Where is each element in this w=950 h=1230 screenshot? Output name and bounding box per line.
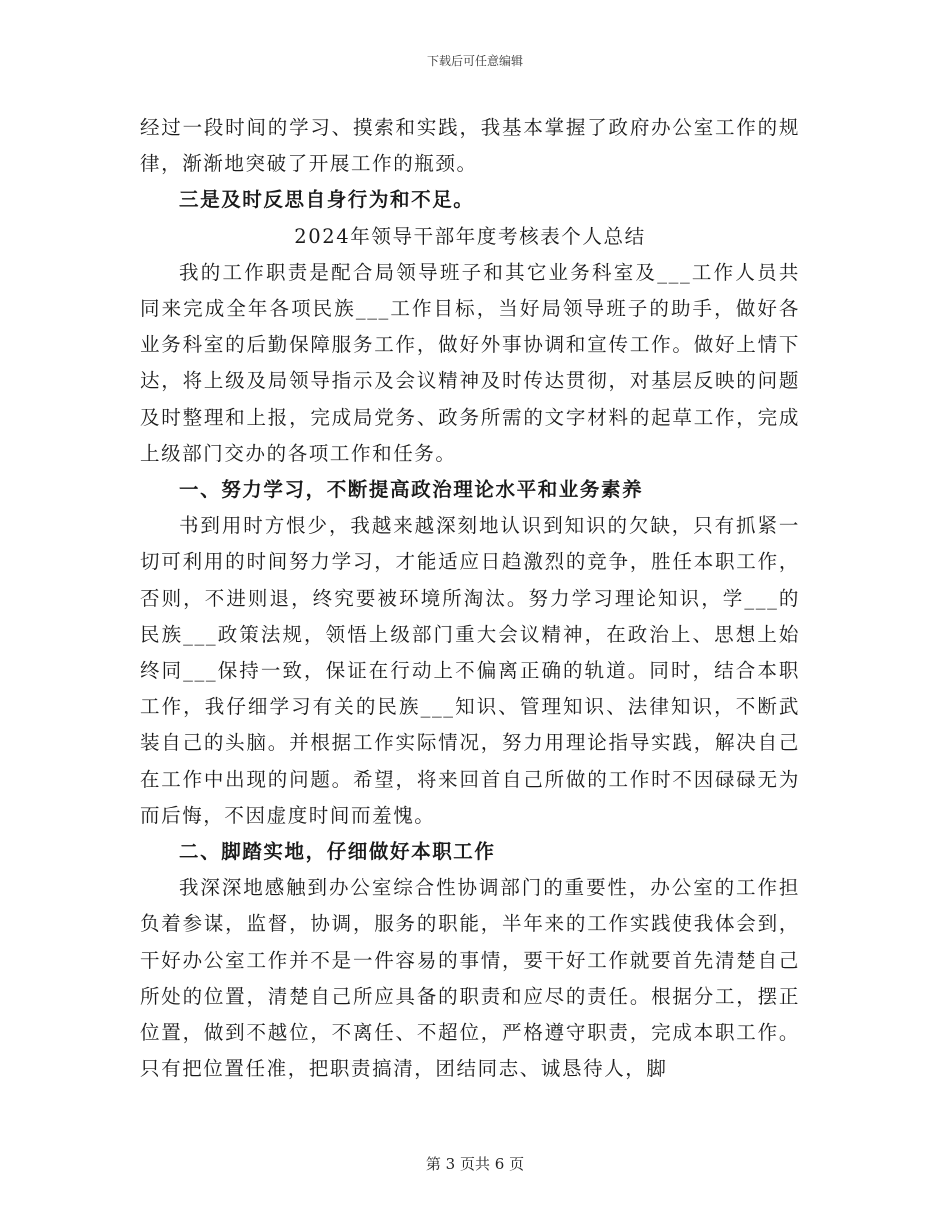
paragraph-duties: 我的工作职责是配合局领导班子和其它业务科室及___工作人员共同来完成全年各项民族___工作目标，当好局领导班子的助手，做好各业务科室的后勤保障服务工作，做好外事协调和宣传工作。做好上情下达，将上级及局领导指示及会议精神及时传达贯彻，对基层反映的问题及时整理和上报，完成局党务、政务所需的文字材料的起草工作，完成上级部门交办的各项工作和任务。 xyxy=(140,260,800,465)
point-three-heading: 三是及时反思自身行为和不足。 xyxy=(179,188,475,212)
section-heading-2: 二、脚踏实地，仔细做好本职工作 xyxy=(179,840,496,864)
document-body xyxy=(140,110,800,1087)
document-title: 2024年领导干部年度考核表个人总结 xyxy=(294,224,646,248)
paragraph-work: 我深深地感触到办公室综合性协调部门的重要性，办公室的工作担负着参谋，监督，协调，服务的职能，半年来的工作实践使我体会到，干好办公室工作并不是一件容易的事情，要干好工作就要首先清楚自己所处的位置，清楚自己所应具备的职责和应尽的责任。根据分工，摆正位置，做到不越位，不离任、不超位，严格遵守职责，完成本职工作。只有把位置任准，把职责搞清，团结同志、诚恳待人，脚 xyxy=(140,876,800,1081)
page-header: 下载后可任意编辑 xyxy=(426,54,523,68)
page-footer: 第 3 页共 6 页 xyxy=(425,1155,525,1173)
paragraph-continuation: 经过一段时间的学习、摸索和实践，我基本掌握了政府办公室工作的规律，渐渐地突破了开展工作的瓶颈。 xyxy=(140,116,800,176)
section-heading-1: 一、努力学习，不断提高政治理论水平和业务素养 xyxy=(179,478,644,502)
paragraph-study: 书到用时方恨少，我越来越深刻地认识到知识的欠缺，只有抓紧一切可利用的时间努力学习，才能适应日趋激烈的竞争，胜任本职工作，否则，不进则退，终究要被环境所淘汰。努力学习理论知识，学___的民族___政策法规，领悟上级部门重大会议精神，在政治上、思想上始终同___保持一致，保证在行动上不偏离正确的轨道。同时，结合本职工作，我仔细学习有关的民族___知识、管理知识、法律知识，不断武装自己的头脑。并根据工作实际情况，努力用理论指导实践，解决自己在工作中出现的问题。希望，将来回首自己所做的工作时不因碌碌无为而后悔，不因虚度时间而羞愧。 xyxy=(140,514,800,827)
